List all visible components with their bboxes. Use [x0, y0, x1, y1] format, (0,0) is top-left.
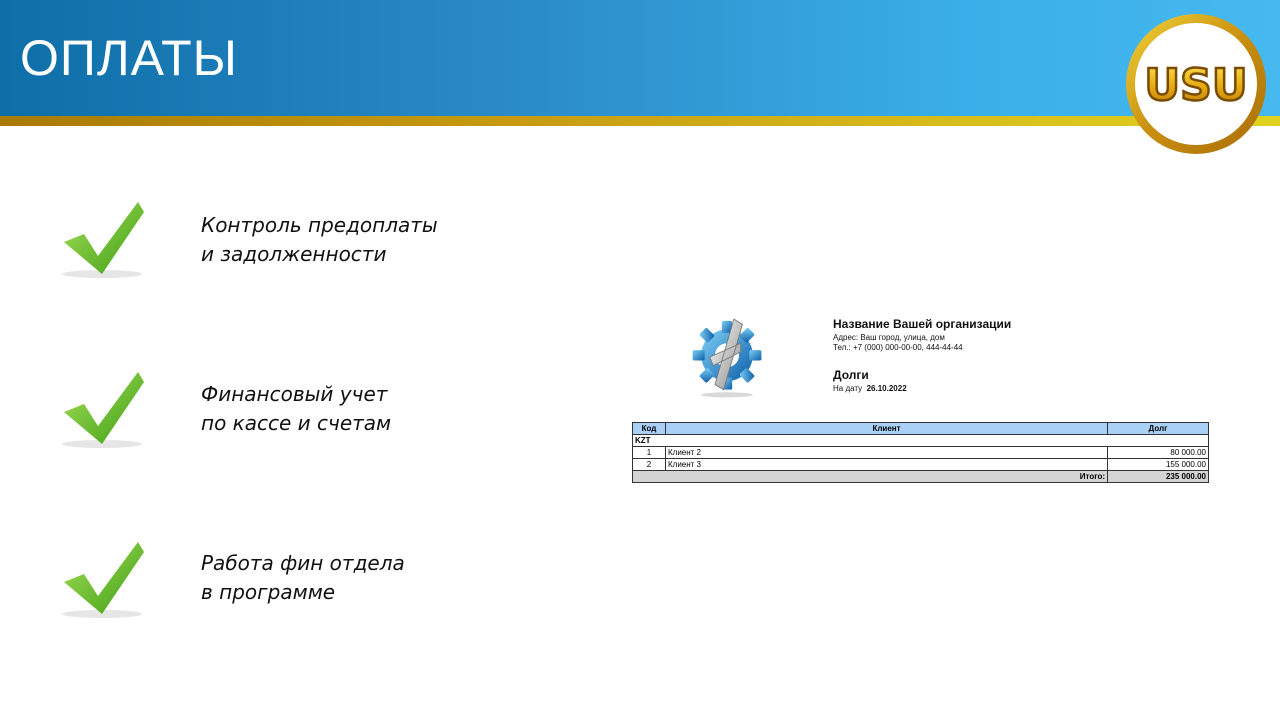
feature-item [0, 200, 600, 300]
check-icon [54, 540, 154, 630]
org-name: Название Вашей организации [833, 317, 1012, 331]
feature-line: Работа фин отдела [201, 551, 405, 575]
column-header-code: Код [633, 423, 666, 435]
check-icon [54, 370, 154, 460]
cell-debt: 80 000.00 [1108, 447, 1209, 459]
column-header-debt: Долг [1108, 423, 1209, 435]
feature-item [0, 540, 600, 640]
org-address: Адрес: Ваш город, улица, дом [833, 333, 945, 342]
table-header-row [633, 423, 1209, 435]
column-header-client: Клиент [666, 423, 1108, 435]
debts-table [632, 422, 1209, 483]
currency-group-label: KZT [633, 435, 1209, 447]
gear-icon [684, 314, 770, 400]
feature-item [0, 370, 600, 470]
table-row [633, 447, 1209, 459]
feature-line: и задолженности [201, 242, 387, 266]
usu-logo-text: USU [1144, 60, 1248, 111]
org-phone: Тел.: +7 (000) 000-00-00, 444-44-44 [833, 343, 963, 352]
total-label: Итого: [633, 471, 1108, 483]
feature-line: Контроль предоплаты [201, 213, 438, 237]
header-gold-stripe [0, 116, 1280, 126]
page-title: ОПЛАТЫ [20, 30, 238, 86]
usu-logo [1124, 12, 1268, 156]
feature-line: Финансовый учет [201, 382, 388, 406]
report-title: Долги [833, 368, 869, 382]
currency-group-row [633, 435, 1209, 447]
total-value: 235 000.00 [1108, 471, 1209, 483]
debts-report [630, 300, 1210, 500]
cell-client: Клиент 3 [666, 459, 1108, 471]
cell-client: Клиент 2 [666, 447, 1108, 459]
cell-code: 2 [633, 459, 666, 471]
report-date [833, 384, 907, 393]
check-icon [54, 200, 154, 290]
cell-code: 1 [633, 447, 666, 459]
total-row [633, 471, 1209, 483]
feature-line: по кассе и счетам [201, 411, 392, 435]
feature-line: в программе [201, 580, 336, 604]
table-row [633, 459, 1209, 471]
cell-debt: 155 000.00 [1108, 459, 1209, 471]
report-date-value: 26.10.2022 [866, 384, 907, 393]
report-date-label: На дату [833, 384, 863, 393]
